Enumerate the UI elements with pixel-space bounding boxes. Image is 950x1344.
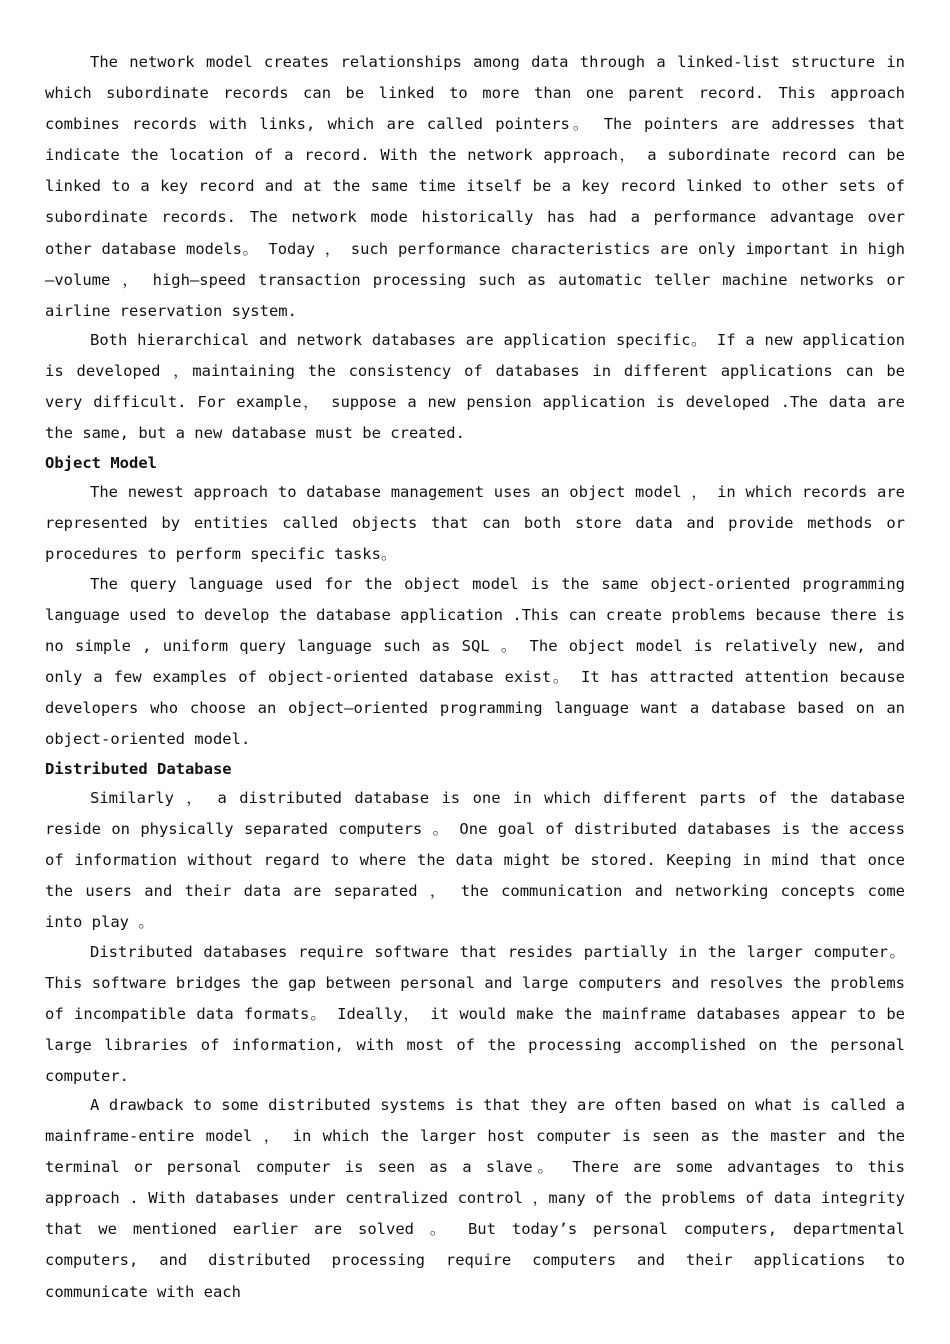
paragraph-distributed-drawback: A drawback to some distributed systems is that they are often based on what is called a mainframe-entire model ， in which the larger host computer is seen as the master and the terminal or personal computer is seen as a slave。 There are some advantages to this approach . With databases under centralized control ，many of the problems of data integrity that we mentioned earlier are solved 。 But today’s personal computers, departmental computers, and distributed processing require computers and their applications to communicate with each (45, 1096, 905, 1301)
heading-object-model: Object Model (45, 454, 157, 473)
paragraph-distributed-intro: Similarly ， a distributed database is one in which different parts of the database reside on physically separated computers 。 One goal of distributed databases is the access of information without regard to where the data might be stored. Keeping in mind that once the users and their data are separated ， the communication and networking concepts come into play 。 (45, 789, 905, 932)
document-page (45, 47, 905, 1308)
paragraph-network-model: The network model creates relationships among data through a linked-list structure in which subordinate records can be linked to more than one parent record. This approach combines records with links, which are called pointers。 The pointers are addresses that indicate the location of a record. With the network approach， a subordinate record can be linked to a key record and at the same time itself be a key record linked to other sets of subordinate records. The network mode historically has had a performance advantage over other database models。 Today ， such performance characteristics are only important in high—volume ， high—speed transaction processing such as automatic teller machine networks or airline reservation system. (45, 53, 905, 320)
paragraph-object-model-intro: The newest approach to database management uses an object model ， in which records are represented by entities called objects that can both store data and provide methods or procedures to perform specific tasks。 (45, 483, 905, 564)
paragraph-distributed-software: Distributed databases require software that resides partially in the larger computer。 This software bridges the gap between personal and large computers and resolves the problems of incompatible data formats。 Ideally， it would make the mainframe databases appear to be large libraries of information, with most of the processing accomplished on the personal computer. (45, 942, 905, 1085)
heading-distributed-database: Distributed Database (45, 760, 232, 779)
paragraph-object-query-language: The query language used for the object model is the same object-oriented programming language used to develop the database application .This can create problems because there is no simple , uniform query language such as SQL 。 The object model is relatively new, and only a few examples of object-oriented database exist。 It has attracted attention because developers who choose an object—oriented programming language want a database based on an object-oriented model. (45, 574, 905, 748)
paragraph-application-specific: Both hierarchical and network databases are application specific。 If a new application is developed ，maintaining the consistency of databases in different applications can be very difficult. For example， suppose a new pension application is developed .The data are the same, but a new database must be created. (45, 330, 905, 443)
